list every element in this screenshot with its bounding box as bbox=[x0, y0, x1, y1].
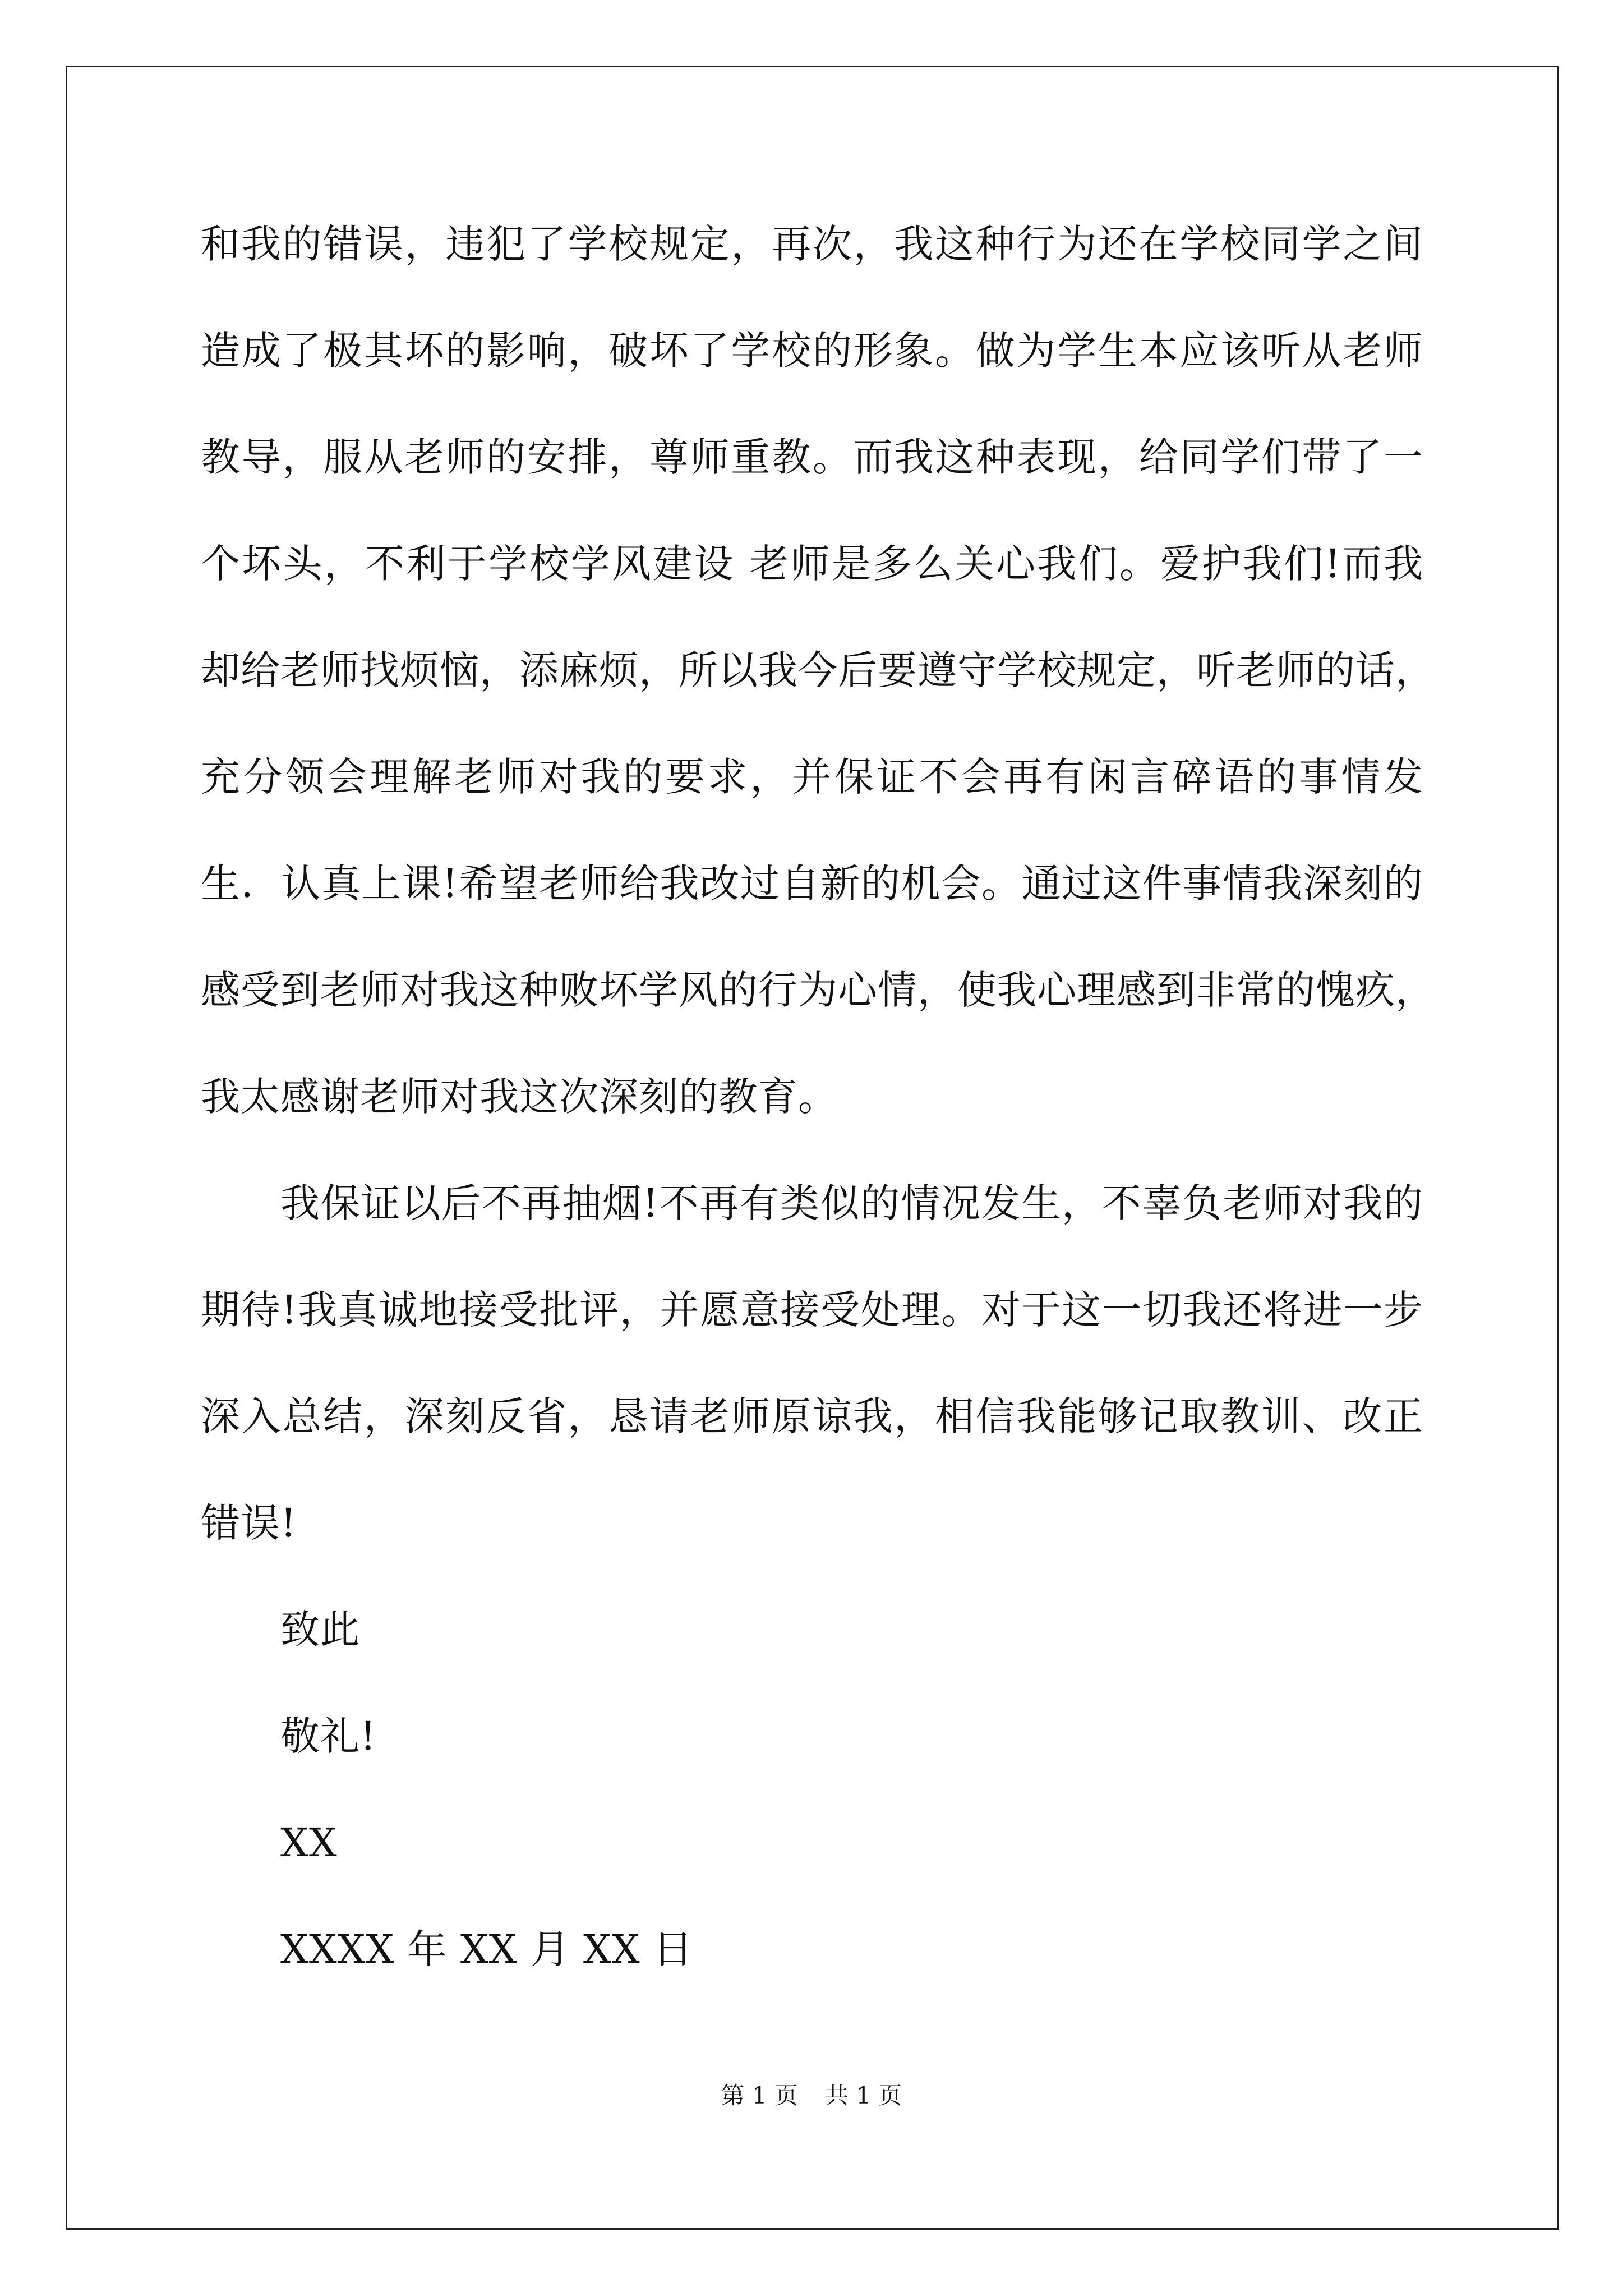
paragraph-line: 教导，服从老师的安排，尊师重教。而我这种表现，给同学们带了一 bbox=[201, 434, 1423, 480]
paragraph-line: 错误! bbox=[201, 1500, 297, 1546]
paragraph-line: 感受到老师对我这种败坏学风的行为心情，使我心理感到非常的愧疚， bbox=[201, 967, 1435, 1013]
salutation-text: 敬礼! bbox=[280, 1713, 377, 1759]
signature-text: XX bbox=[280, 1820, 338, 1866]
paragraph-line: 我太感谢老师对我这次深刻的教育。 bbox=[201, 1074, 838, 1120]
page-number-total: 共 1 页 bbox=[825, 2082, 902, 2109]
paragraph-line: 个坏头，不利于学校学风建设 老师是多么关心我们。爱护我们!而我 bbox=[201, 541, 1423, 587]
date-text: XXXX 年 XX 月 XX 日 bbox=[280, 1926, 693, 1972]
page-footer bbox=[0, 2079, 1623, 2113]
paragraph-line: 却给老师找烦恼，添麻烦，所以我今后要遵守学校规定，听老师的话， bbox=[201, 647, 1435, 693]
page-number-current: 第 1 页 bbox=[721, 2082, 798, 2109]
paragraph-line: 造成了极其坏的影响，破坏了学校的形象。做为学生本应该听从老师 bbox=[201, 328, 1423, 374]
paragraph-line: 生．认真上课!希望老师给我改过自新的机会。通过这件事情我深刻的 bbox=[201, 861, 1423, 907]
paragraph-line: 深入总结，深刻反省，恳请老师原谅我，相信我能够记取教训、改正 bbox=[201, 1393, 1423, 1439]
paragraph-line: 和我的错误，违犯了学校规定，再次，我这种行为还在学校同学之间 bbox=[201, 221, 1423, 267]
paragraph-line: 期待!我真诚地接受批评，并愿意接受处理。对于这一切我还将进一步 bbox=[201, 1287, 1423, 1333]
paragraph-line: 我保证以后不再抽烟!不再有类似的情况发生，不辜负老师对我的 bbox=[280, 1180, 1423, 1226]
closing-text: 致此 bbox=[280, 1607, 360, 1653]
paragraph-line: 充分领会理解老师对我的要求，并保证不会再有闲言碎语的事情发 bbox=[201, 754, 1423, 800]
page-border bbox=[66, 66, 1559, 2230]
